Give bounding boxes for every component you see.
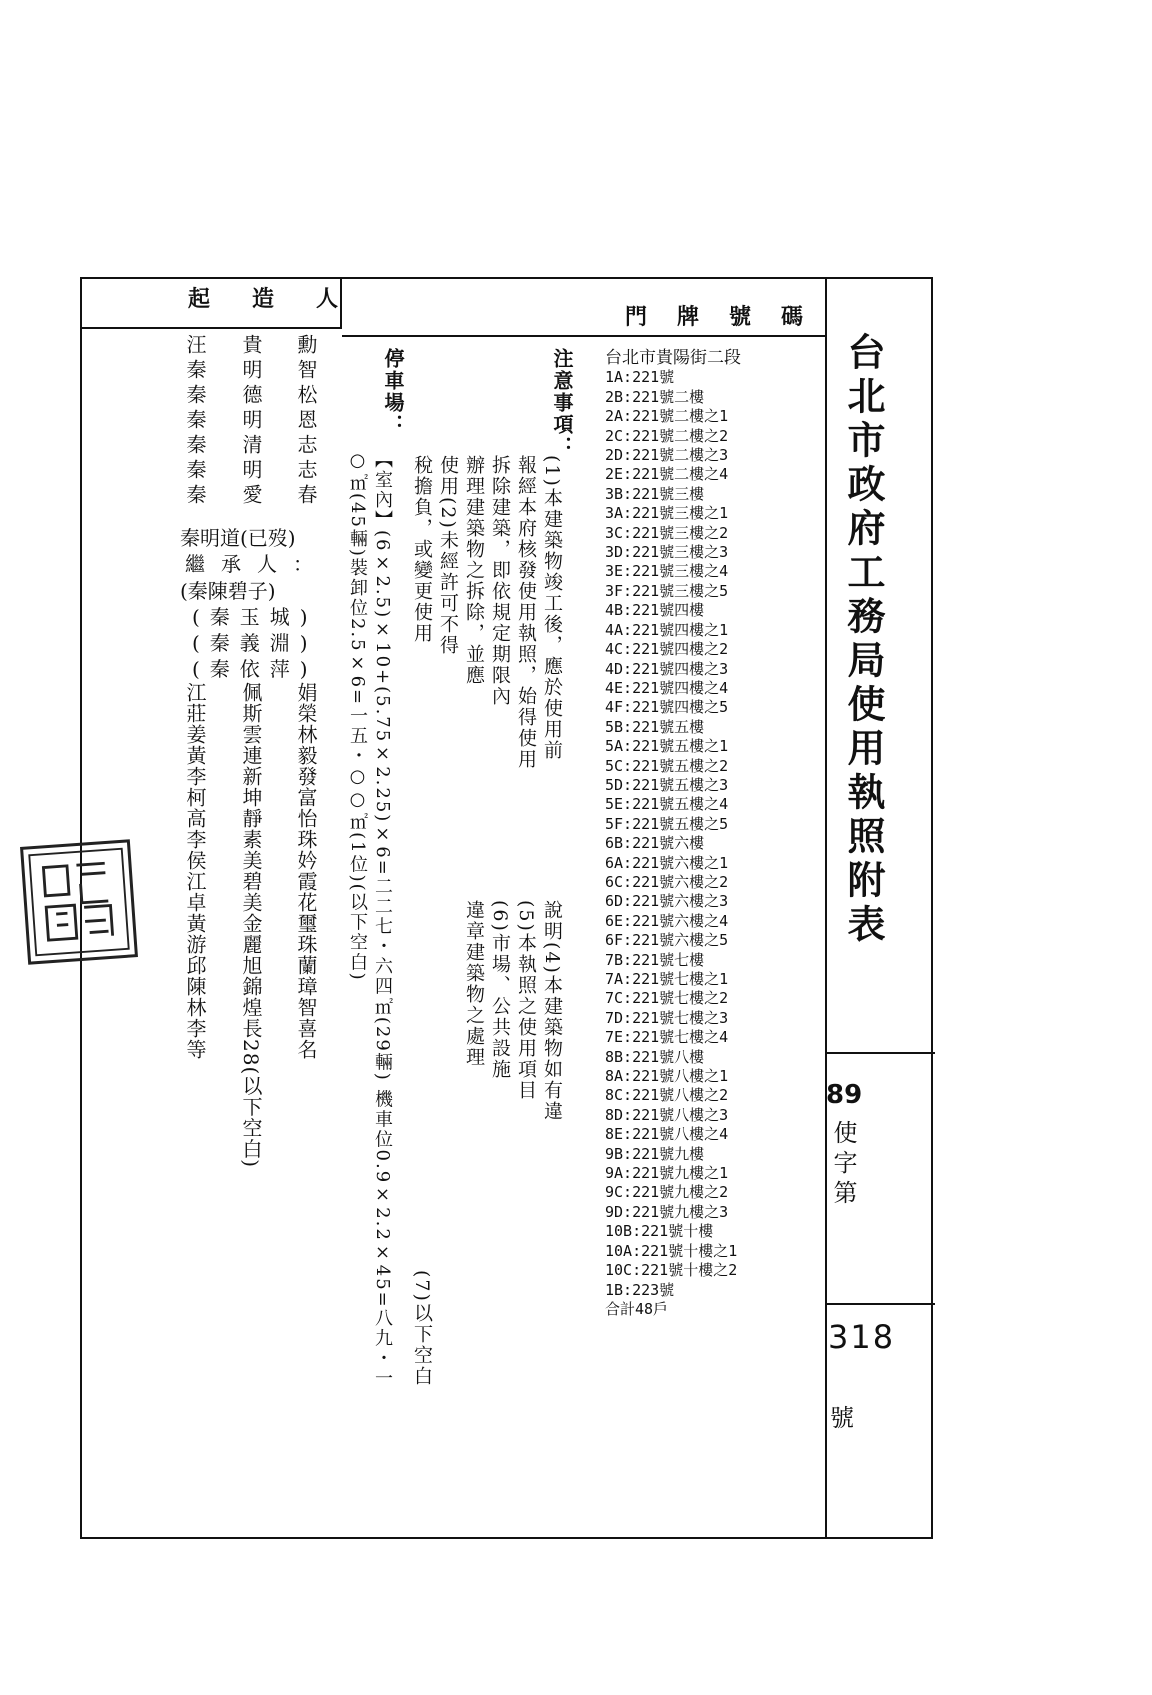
unit-line: 4F:221號四樓之5 — [605, 698, 729, 717]
unit-line: 7D:221號七樓之3 — [605, 1008, 729, 1027]
parking-label: 停車場： — [381, 348, 405, 436]
parking-col-2: ○㎡(45輛)裝卸位2.5×6=一五・○○㎡(1位)(以下空白) — [347, 450, 368, 982]
unit-line: 8B:221號八樓 — [605, 1047, 705, 1066]
street-name: 台北市貴陽街二段 — [605, 348, 741, 368]
license-year: 89 — [826, 1080, 863, 1110]
unit-line: 2E:221號二樓之4 — [605, 465, 729, 484]
unit-line: 3D:221號三樓之3 — [605, 543, 729, 562]
deceased-owner: 秦明道(已歿) — [180, 526, 296, 550]
unit-line: 9C:221號九樓之2 — [605, 1183, 729, 1202]
unit-line: 4B:221號四樓 — [605, 601, 705, 620]
unit-line: 7C:221號七樓之2 — [605, 989, 729, 1008]
heir-4: (秦依萍) — [192, 657, 318, 681]
unit-line: 10A:221號十樓之1 — [605, 1241, 738, 1260]
notes-col-10: 違章建築物之處理 — [463, 900, 485, 1068]
unit-line: 2B:221號二樓 — [605, 387, 705, 406]
notes-col-1: (1)本建築物竣工後，應於使用前 — [541, 455, 563, 761]
unit-line: 8D:221號八樓之3 — [605, 1105, 729, 1124]
unit-line: 10B:221號十樓 — [605, 1222, 714, 1241]
notes-col-3: 拆除建築，即依規定期限內 — [489, 455, 511, 707]
unit-line: 6E:221號六樓之4 — [605, 911, 729, 930]
address-header: 門牌號碼 — [625, 304, 834, 330]
address-list — [605, 349, 741, 1319]
unit-line: 5F:221號五樓之5 — [605, 814, 729, 833]
unit-line: 5A:221號五樓之1 — [605, 737, 729, 756]
unit-line: 3E:221號三樓之4 — [605, 562, 729, 581]
owner-col-6: 江莊姜黃李柯高李侯江卓黃游邱陳林李等 — [183, 682, 207, 1060]
address-header-divider — [342, 335, 825, 337]
title-box-divider-2 — [825, 1303, 935, 1305]
unit-line: 5D:221號五樓之3 — [605, 775, 729, 794]
unit-line: 6D:221號六樓之3 — [605, 892, 729, 911]
license-number: 318 — [828, 1318, 896, 1356]
unit-line: 3C:221號三樓之2 — [605, 523, 729, 542]
unit-line: 7E:221號七樓之4 — [605, 1028, 729, 1047]
unit-line: 8E:221號八樓之4 — [605, 1125, 729, 1144]
parking-col-1: 【室內】(6×2.5)×10+(5.75×2.25)×6=二二七・六四㎡(29輛) 機車位0.9×2.2×45=八九・一 — [372, 450, 393, 1389]
license-suffix: 號 — [830, 1404, 854, 1432]
unit-line: 1B:223號 — [605, 1280, 675, 1299]
notes-col-2: 報經本府核發使用執照，始得使用 — [515, 455, 537, 770]
owner-col-2: 貴明德明清明愛 — [239, 334, 263, 509]
unit-line: 4C:221號四樓之2 — [605, 640, 729, 659]
unit-line: 8C:221號八樓之2 — [605, 1086, 729, 1105]
unit-line: 6A:221號六樓之1 — [605, 853, 729, 872]
notes-col-8: (5)本執照之使用項目 — [515, 900, 537, 1101]
license-word: 使字第 — [829, 1120, 857, 1210]
unit-line: 2C:221號二樓之2 — [605, 426, 729, 445]
builder-header-divider — [82, 327, 342, 329]
heir-2: (秦玉城) — [192, 605, 318, 629]
unit-line: 6C:221號六樓之2 — [605, 872, 729, 891]
owner-col-1: 勳智松恩志志春 — [294, 334, 318, 509]
unit-line: 4E:221號四樓之4 — [605, 678, 729, 697]
unit-line: 4A:221號四樓之1 — [605, 620, 729, 639]
unit-line: 6B:221號六樓 — [605, 834, 705, 853]
notes-col-4: 辦理建築物之拆除，並應 — [463, 455, 485, 686]
unit-line: 3A:221號三樓之1 — [605, 504, 729, 523]
unit-line: 6F:221號六樓之5 — [605, 931, 729, 950]
unit-total: 合計48戶 — [605, 1299, 669, 1318]
unit-line: 9D:221號九樓之3 — [605, 1202, 729, 1221]
unit-line: 5C:221號五樓之2 — [605, 756, 729, 775]
unit-line: 3B:221號三樓 — [605, 484, 705, 503]
notes-col-9: (6)市場、公共設施 — [489, 900, 511, 1080]
unit-line: 2A:221號二樓之1 — [605, 407, 729, 426]
document-title: 台北市政府工務局使用執照附表 — [841, 332, 886, 948]
notes-label: 注意事項： — [550, 348, 574, 458]
unit-line: 9A:221號九樓之1 — [605, 1164, 729, 1183]
title-box-divider-1 — [825, 1052, 935, 1054]
owner-col-4: 娟榮林毅發富怡珠妗霞花璽珠蘭璋智喜名 — [294, 682, 318, 1060]
unit-line: 1A:221號 — [605, 368, 675, 387]
heir-1: (秦陳碧子) — [180, 579, 276, 603]
heirs-label: 繼承人： — [185, 552, 329, 576]
unit-line: 7A:221號七樓之1 — [605, 970, 729, 988]
owner-col-3: 汪秦秦秦秦秦秦 — [183, 334, 207, 509]
unit-line: 5E:221號五樓之4 — [605, 795, 729, 814]
title-column-divider — [825, 279, 827, 1537]
heir-3: (秦義淵) — [192, 631, 318, 655]
seal-glyphs — [23, 843, 135, 962]
unit-line: 3F:221號三樓之5 — [605, 581, 729, 600]
notes-col-7: 說明(4)本建築物如有違 — [541, 900, 563, 1122]
unit-line: 7B:221號七樓 — [605, 950, 705, 969]
unit-line: 9B:221號九樓 — [605, 1144, 705, 1163]
unit-line: 10C:221號十樓之2 — [605, 1261, 738, 1280]
unit-line: 2D:221號二樓之3 — [605, 446, 729, 465]
unit-line: 4D:221號四樓之3 — [605, 659, 729, 678]
notes-col-5: 使用(2)未經許可不得 — [437, 455, 459, 656]
owner-col-5: 佩斯雲連新坤靜素美碧美金麗旭錦煌長28(以下空白) — [239, 682, 263, 1169]
builder-header: 起造人 — [188, 286, 381, 312]
notes-col-6: 稅擔負，或變更使用 — [411, 455, 433, 644]
unit-line: 5B:221號五樓 — [605, 717, 705, 736]
notes-col-11: (7)以下空白 — [411, 1270, 433, 1387]
official-seal-stamp — [20, 839, 138, 964]
unit-line: 8A:221號八樓之1 — [605, 1067, 729, 1086]
